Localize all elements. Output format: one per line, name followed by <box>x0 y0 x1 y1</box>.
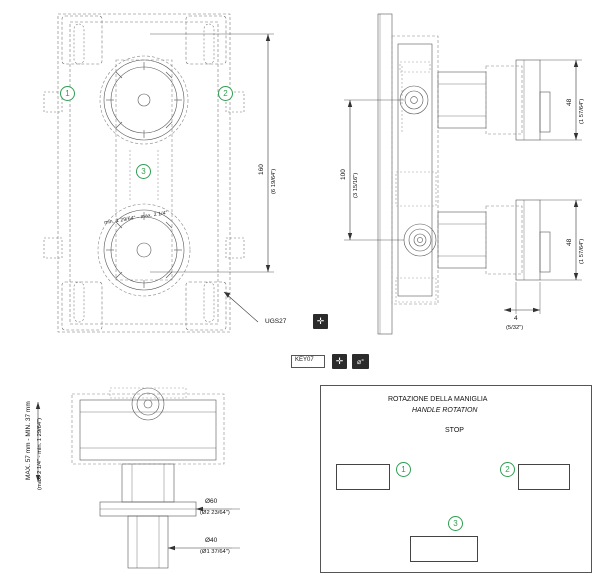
tool-label-ugs27: UGS27 <box>265 318 287 325</box>
dim-160-mm: 160 <box>258 164 265 175</box>
callout-1-rotation: 1 <box>396 462 411 477</box>
handshower-symbol <box>410 536 478 562</box>
dim-48-upper-mm: 48 <box>566 98 573 106</box>
diameter-inner-mm: Ø40 <box>205 537 218 544</box>
shower-head-symbol <box>336 464 390 490</box>
callout-3-front-view: 3 <box>136 164 151 179</box>
diameter-outer-mm: Ø60 <box>205 498 218 505</box>
key07-label-text: KEY07 <box>295 357 314 363</box>
diameter-outer-in: (Ø2 23/64") <box>200 510 230 516</box>
depth-label-mm: MAX. 57 mm - MIN. 37 mm <box>25 401 32 480</box>
dim-48-lower-mm: 48 <box>566 238 573 246</box>
diameter-inner-in: (Ø1 37/64") <box>200 549 230 555</box>
wrench-icon: ⌀° <box>352 354 369 369</box>
hex-key-icon: ✛ <box>313 314 328 329</box>
panel-title-en: HANDLE ROTATION <box>412 407 478 414</box>
panel-title-it: ROTAZIONE DELLA MANIGLIA <box>388 396 488 403</box>
dim-100-mm: 100 <box>340 169 347 180</box>
bath-spout-symbol <box>518 464 570 490</box>
callout-3-rotation: 3 <box>448 516 463 531</box>
dim-160-in: (6 19/64") <box>271 168 277 194</box>
stop-label: STOP <box>445 427 464 434</box>
key07-label-box <box>291 355 325 368</box>
depth-label-in: (max. 2 1/4" - min. 1 29/64") <box>37 417 43 490</box>
dim-4-mm: 4 <box>514 315 518 322</box>
dial-curved-text: min. 1 29/64" - max. 2 1/4" <box>103 210 169 226</box>
dim-100-in: (3 15/16") <box>353 172 359 198</box>
dim-4-in: (5/32") <box>506 325 524 331</box>
callout-1-front-view: 1 <box>60 86 75 101</box>
dim-48-upper-in: (1 57/64") <box>579 98 585 124</box>
callout-2-rotation: 2 <box>500 462 515 477</box>
callout-2-front-view: 2 <box>218 86 233 101</box>
dim-48-lower-in: (1 57/64") <box>579 238 585 264</box>
allen-key-icon: ✛ <box>332 354 347 369</box>
